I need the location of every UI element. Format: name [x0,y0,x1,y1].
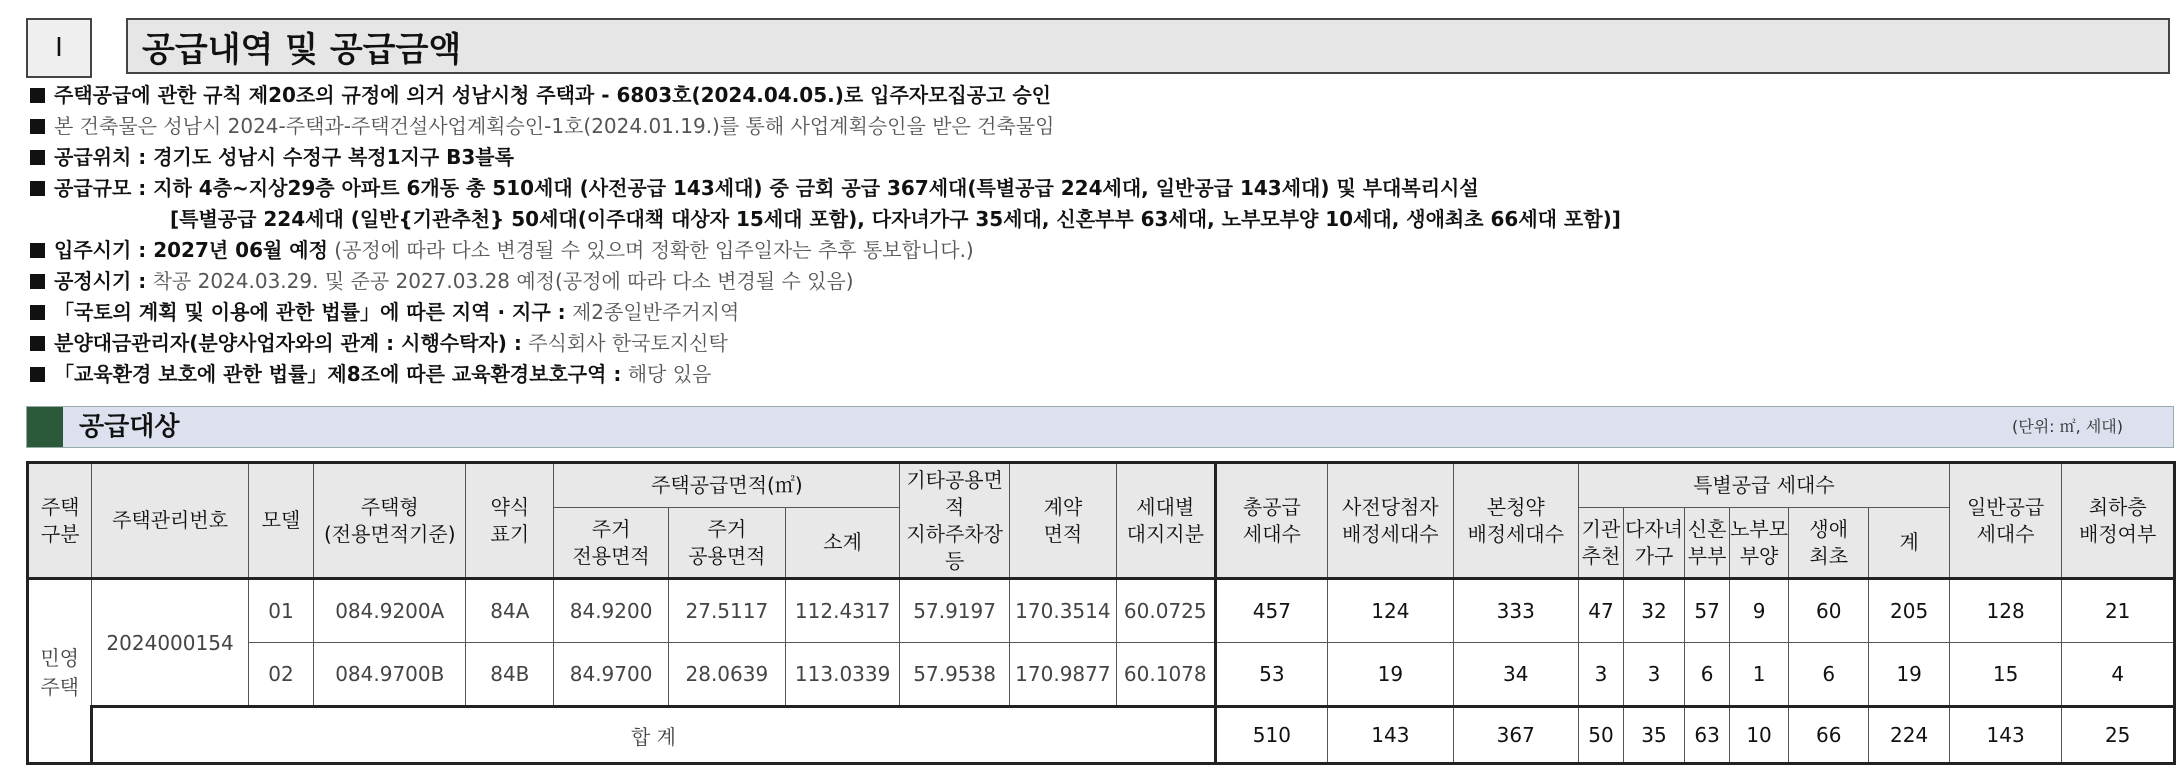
cell-other-common: 57.9197 [900,579,1009,643]
col-header-sp-first: 생애 최초 [1789,508,1869,579]
total-general: 143 [1949,707,2062,764]
cell-model: 01 [248,579,313,643]
notice-detail: [특별공급 224세대 (일반{기관추천} 50세대(이주대책 대상자 15세대 포함), 다자녀가구 35세대, 신혼부부 63세대, 노부모부양 10세대, 생애최초 66세대 포함)] [170,207,1621,231]
col-header-subtotal: 소계 [785,508,900,579]
col-header-pre-alloc: 사전당첨자 배정세대수 [1328,463,1453,579]
col-header-other-common: 기타공용면적 지하주차장등 [900,463,1009,579]
cell-house-type: 084.9700B [314,643,466,707]
cell-land-share: 60.0725 [1116,579,1215,643]
col-header-abbr: 약식 표기 [466,463,554,579]
table-row [28,579,2175,643]
row-type-cell: 민영 주택 [28,579,92,764]
cell-house-type: 084.9200A [314,579,466,643]
supply-table [26,461,2176,765]
col-header-main-alloc: 본청약 배정세대수 [1453,463,1578,579]
col-header-general: 일반공급 세대수 [1949,463,2062,579]
square-bullet-icon [30,274,45,289]
col-header-sp-newlywed: 신혼 부부 [1685,508,1730,579]
notice-text: 주식회사 한국토지신탁 [521,331,728,355]
table-row [28,643,2175,707]
cell-res-exclusive: 84.9200 [554,579,669,643]
notice-key: 입주시기 : 2027년 06월 예정 [54,238,328,262]
cell-total-supply: 457 [1215,579,1328,643]
cell-sp-first: 60 [1789,579,1869,643]
notice-item [30,359,2170,390]
notice-text: 제2종일반주거지역 [565,300,740,324]
square-bullet-icon [30,367,45,382]
cell-res-common: 28.0639 [668,643,785,707]
col-header-sp-total: 계 [1869,508,1949,579]
col-header-contract-area: 계약 면적 [1009,463,1116,579]
cell-subtotal: 113.0339 [785,643,900,707]
notice-text: 본 건축물은 성남시 2024-주택과-주택건설사업계획승인-1호(2024.01.19.)를 통해 사업계획승인을 받은 건축물임 [54,114,1055,138]
cell-sp-newlywed: 57 [1685,579,1730,643]
cell-sp-newlywed: 6 [1685,643,1730,707]
total-sp-newlywed: 63 [1685,707,1730,764]
cell-land-share: 60.1078 [1116,643,1215,707]
cell-sp-multi: 32 [1623,579,1684,643]
section-title: 공급내역 및 공급금액 [126,18,2170,74]
col-header-sp-inst: 기관 추천 [1578,508,1623,579]
cell-sp-total: 205 [1869,579,1949,643]
col-header-lowest-floor: 최하층 배정여부 [2062,463,2175,579]
notice-key: 「교육환경 보호에 관한 법률」제8조에 따른 교육환경보호구역 : [54,362,622,386]
cell-main-alloc: 34 [1453,643,1578,707]
supply-target-title: 공급대상 [79,412,180,442]
cell-lowest-floor: 4 [2062,643,2175,707]
notice-list [30,80,2170,390]
square-bullet-icon [30,88,45,103]
notice-key: 공급규모 : 지하 4층~지상29층 아파트 6개동 총 510세대 (사전공급 143세대) 중 금회 공급 367세대(특별공급 224세대, 일반공급 143세대) 및 부대복리시설 [54,176,1479,200]
cell-contract-area: 170.9877 [1009,643,1116,707]
total-sp-elder: 10 [1730,707,1789,764]
cell-sp-first: 6 [1789,643,1869,707]
square-bullet-icon [30,305,45,320]
col-header-total-supply: 총공급 세대수 [1215,463,1328,579]
notice-item [30,173,2170,204]
notice-item [30,235,2170,266]
notice-key: 주택공급에 관한 규칙 제20조의 규정에 의거 성남시청 주택과 - 6803호(2024.04.05.)로 입주자모집공고 승인 [54,83,1051,107]
total-sp-first: 66 [1789,707,1869,764]
col-header-house-type: 주택형 (전용면적기준) [314,463,466,579]
notice-item [30,111,2170,142]
total-sp-inst: 50 [1578,707,1623,764]
col-header-land-share: 세대별 대지지분 [1116,463,1215,579]
total-sp-multi: 35 [1623,707,1684,764]
notice-item [30,142,2170,173]
notice-key: 공정시기 : [54,269,147,293]
total-row [28,707,2175,764]
cell-general: 128 [1949,579,2062,643]
col-header-res-exclusive: 주거 전용면적 [554,508,669,579]
cell-abbr: 84A [466,579,554,643]
total-total-supply: 510 [1215,707,1328,764]
notice-item [30,266,2170,297]
cell-res-exclusive: 84.9700 [554,643,669,707]
notice-item [30,297,2170,328]
col-header-sp-elder: 노부모 부양 [1730,508,1789,579]
cell-sp-multi: 3 [1623,643,1684,707]
notice-text: (공정에 따라 다소 변경될 수 있으며 정확한 입주일자는 추후 통보합니다.) [327,238,974,262]
notice-item [30,328,2170,359]
cell-main-alloc: 333 [1453,579,1578,643]
section-number: I [26,18,92,78]
square-bullet-icon [30,336,45,351]
notice-key: 공급위치 : 경기도 성남시 수정구 복정1지구 B3블록 [54,145,514,169]
square-bullet-icon [30,119,45,134]
total-main-alloc: 367 [1453,707,1578,764]
notice-key: 분양대금관리자(분양사업자와의 관계 : 시행수탁자) : [54,331,522,355]
cell-general: 15 [1949,643,2062,707]
section-header [26,18,2172,76]
cell-model: 02 [248,643,313,707]
total-label: 합 계 [92,707,1215,764]
cell-other-common: 57.9538 [900,643,1009,707]
mgmt-number-cell: 2024000154 [92,579,248,707]
cell-contract-area: 170.3514 [1009,579,1116,643]
section-marker [27,407,63,447]
total-lowest-floor: 25 [2062,707,2175,764]
col-header-res-common: 주거 공용면적 [668,508,785,579]
notice-key: 「국토의 계획 및 이용에 관한 법률」에 따른 지역 · 지구 : [54,300,566,324]
col-header-type: 주택 구분 [28,463,92,579]
cell-sp-elder: 1 [1730,643,1789,707]
notice-item [30,80,2170,111]
square-bullet-icon [30,150,45,165]
unit-note: (단위: ㎡, 세대) [2012,417,2123,436]
cell-pre-alloc: 124 [1328,579,1453,643]
col-header-sp-multi: 다자녀 가구 [1623,508,1684,579]
square-bullet-icon [30,181,45,196]
notice-text: 착공 2024.03.29. 및 준공 2027.03.28 예정(공정에 따라 다소 변경될 수 있음) [146,269,854,293]
cell-lowest-floor: 21 [2062,579,2175,643]
cell-abbr: 84B [466,643,554,707]
notice-text: 해당 있음 [621,362,712,386]
cell-pre-alloc: 19 [1328,643,1453,707]
cell-sp-elder: 9 [1730,579,1789,643]
total-pre-alloc: 143 [1328,707,1453,764]
col-header-special-group: 특별공급 세대수 [1578,463,1949,508]
col-header-area-group: 주택공급면적(㎡) [554,463,900,508]
cell-sp-inst: 47 [1578,579,1623,643]
col-header-model: 모델 [248,463,313,579]
cell-sp-inst: 3 [1578,643,1623,707]
cell-total-supply: 53 [1215,643,1328,707]
cell-res-common: 27.5117 [668,579,785,643]
cell-sp-total: 19 [1869,643,1949,707]
supply-target-header [26,406,2174,448]
col-header-mgmt-no: 주택관리번호 [92,463,248,579]
total-sp-total: 224 [1869,707,1949,764]
square-bullet-icon [30,243,45,258]
cell-subtotal: 112.4317 [785,579,900,643]
